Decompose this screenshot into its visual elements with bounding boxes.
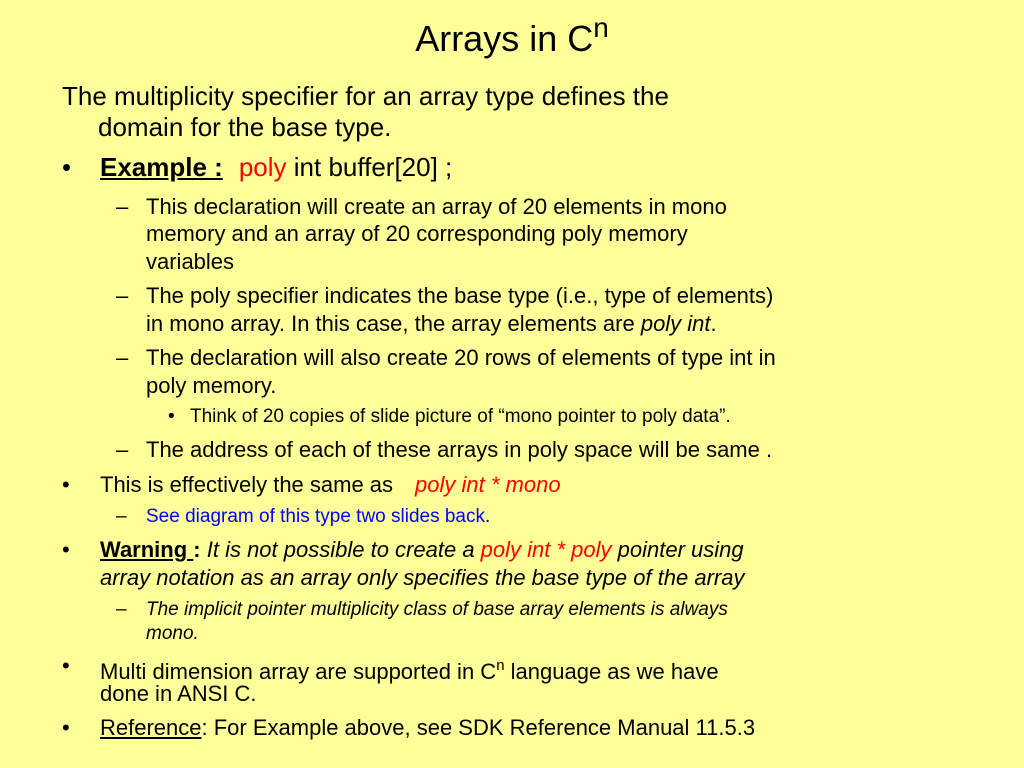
effective-text: This is effectively the same as — [100, 472, 394, 497]
dash-icon: – — [116, 345, 129, 370]
dash-icon: – — [116, 599, 127, 620]
warning-label: Warning — [100, 537, 194, 562]
example-line — [100, 153, 452, 182]
dash-icon: – — [116, 506, 127, 527]
sub3-note: Think of 20 copies of slide picture of “mono pointer to poly data”. — [190, 406, 731, 427]
dash-icon: – — [116, 283, 129, 308]
multi-superscript: n — [496, 657, 505, 674]
intro-line-1: The multiplicity specifier for an array type defines the — [62, 81, 669, 111]
sub1-line-3: variables — [146, 249, 235, 274]
diagram-link-line — [146, 505, 490, 529]
example-keyword: poly — [238, 152, 287, 182]
warning-line-1 — [100, 536, 744, 563]
bullet-icon: • — [62, 653, 70, 678]
warning-line-2: array notation as an array only specifies the base type of the array — [100, 565, 745, 590]
sub2-end: . — [710, 311, 717, 336]
sub2-line-1: The poly specifier indicates the base type (i.e., type of elements) — [146, 283, 774, 308]
sub3-line-1: The declaration will also create 20 rows of elements of type int in — [146, 345, 776, 370]
warning-sub-line-1: The implicit pointer multiplicity class of base array elements is always — [146, 599, 728, 620]
effective-code: poly int * mono — [415, 472, 561, 497]
bullet-icon: • — [62, 472, 70, 497]
effective-line — [100, 471, 561, 498]
multi-line-2: done in ANSI C. — [100, 681, 257, 706]
warning-code: poly int * poly — [480, 537, 612, 562]
link-end: . — [485, 506, 491, 527]
title-text: Arrays in C — [415, 18, 594, 59]
reference-line — [100, 714, 755, 741]
sub2-italic: poly int — [640, 311, 711, 336]
bullet-icon: • — [62, 715, 70, 740]
example-label: Example : — [100, 152, 223, 182]
sub3-line-2: poly memory. — [146, 373, 277, 398]
intro-line-2: domain for the base type. — [98, 112, 392, 142]
warning-text-1: It is not possible to create a — [200, 537, 481, 562]
reference-text: : For Example above, see SDK Reference Manual 11.5.3 — [201, 715, 756, 740]
sub4-line: The address of each of these arrays in poly space will be same . — [146, 437, 773, 462]
reference-label: Reference — [100, 715, 202, 740]
warning-colon: : — [193, 537, 201, 562]
example-code: int buffer[20] ; — [286, 152, 453, 182]
sub1-line-1: This declaration will create an array of 20 elements in mono — [146, 194, 727, 219]
bullet-icon: • — [62, 152, 72, 182]
warning-sub-line-2: mono. — [146, 623, 199, 644]
slide-title — [0, 6, 1024, 61]
bullet-icon: • — [62, 537, 70, 562]
multi-text-1: Multi dimension array are supported in C — [100, 659, 497, 684]
sub2-line-2 — [146, 310, 717, 337]
title-superscript: n — [593, 12, 609, 43]
warning-text-2: pointer using — [611, 537, 744, 562]
dash-icon: – — [116, 194, 129, 219]
sub1-line-2: memory and an array of 20 corresponding poly memory — [146, 221, 688, 246]
bullet-icon: • — [168, 406, 175, 427]
multi-text-2: language as we have — [504, 659, 719, 684]
dash-icon: – — [116, 437, 129, 462]
sub2-text: in mono array. In this case, the array elements are — [146, 311, 641, 336]
diagram-link[interactable]: See diagram of this type two slides back — [146, 506, 486, 527]
